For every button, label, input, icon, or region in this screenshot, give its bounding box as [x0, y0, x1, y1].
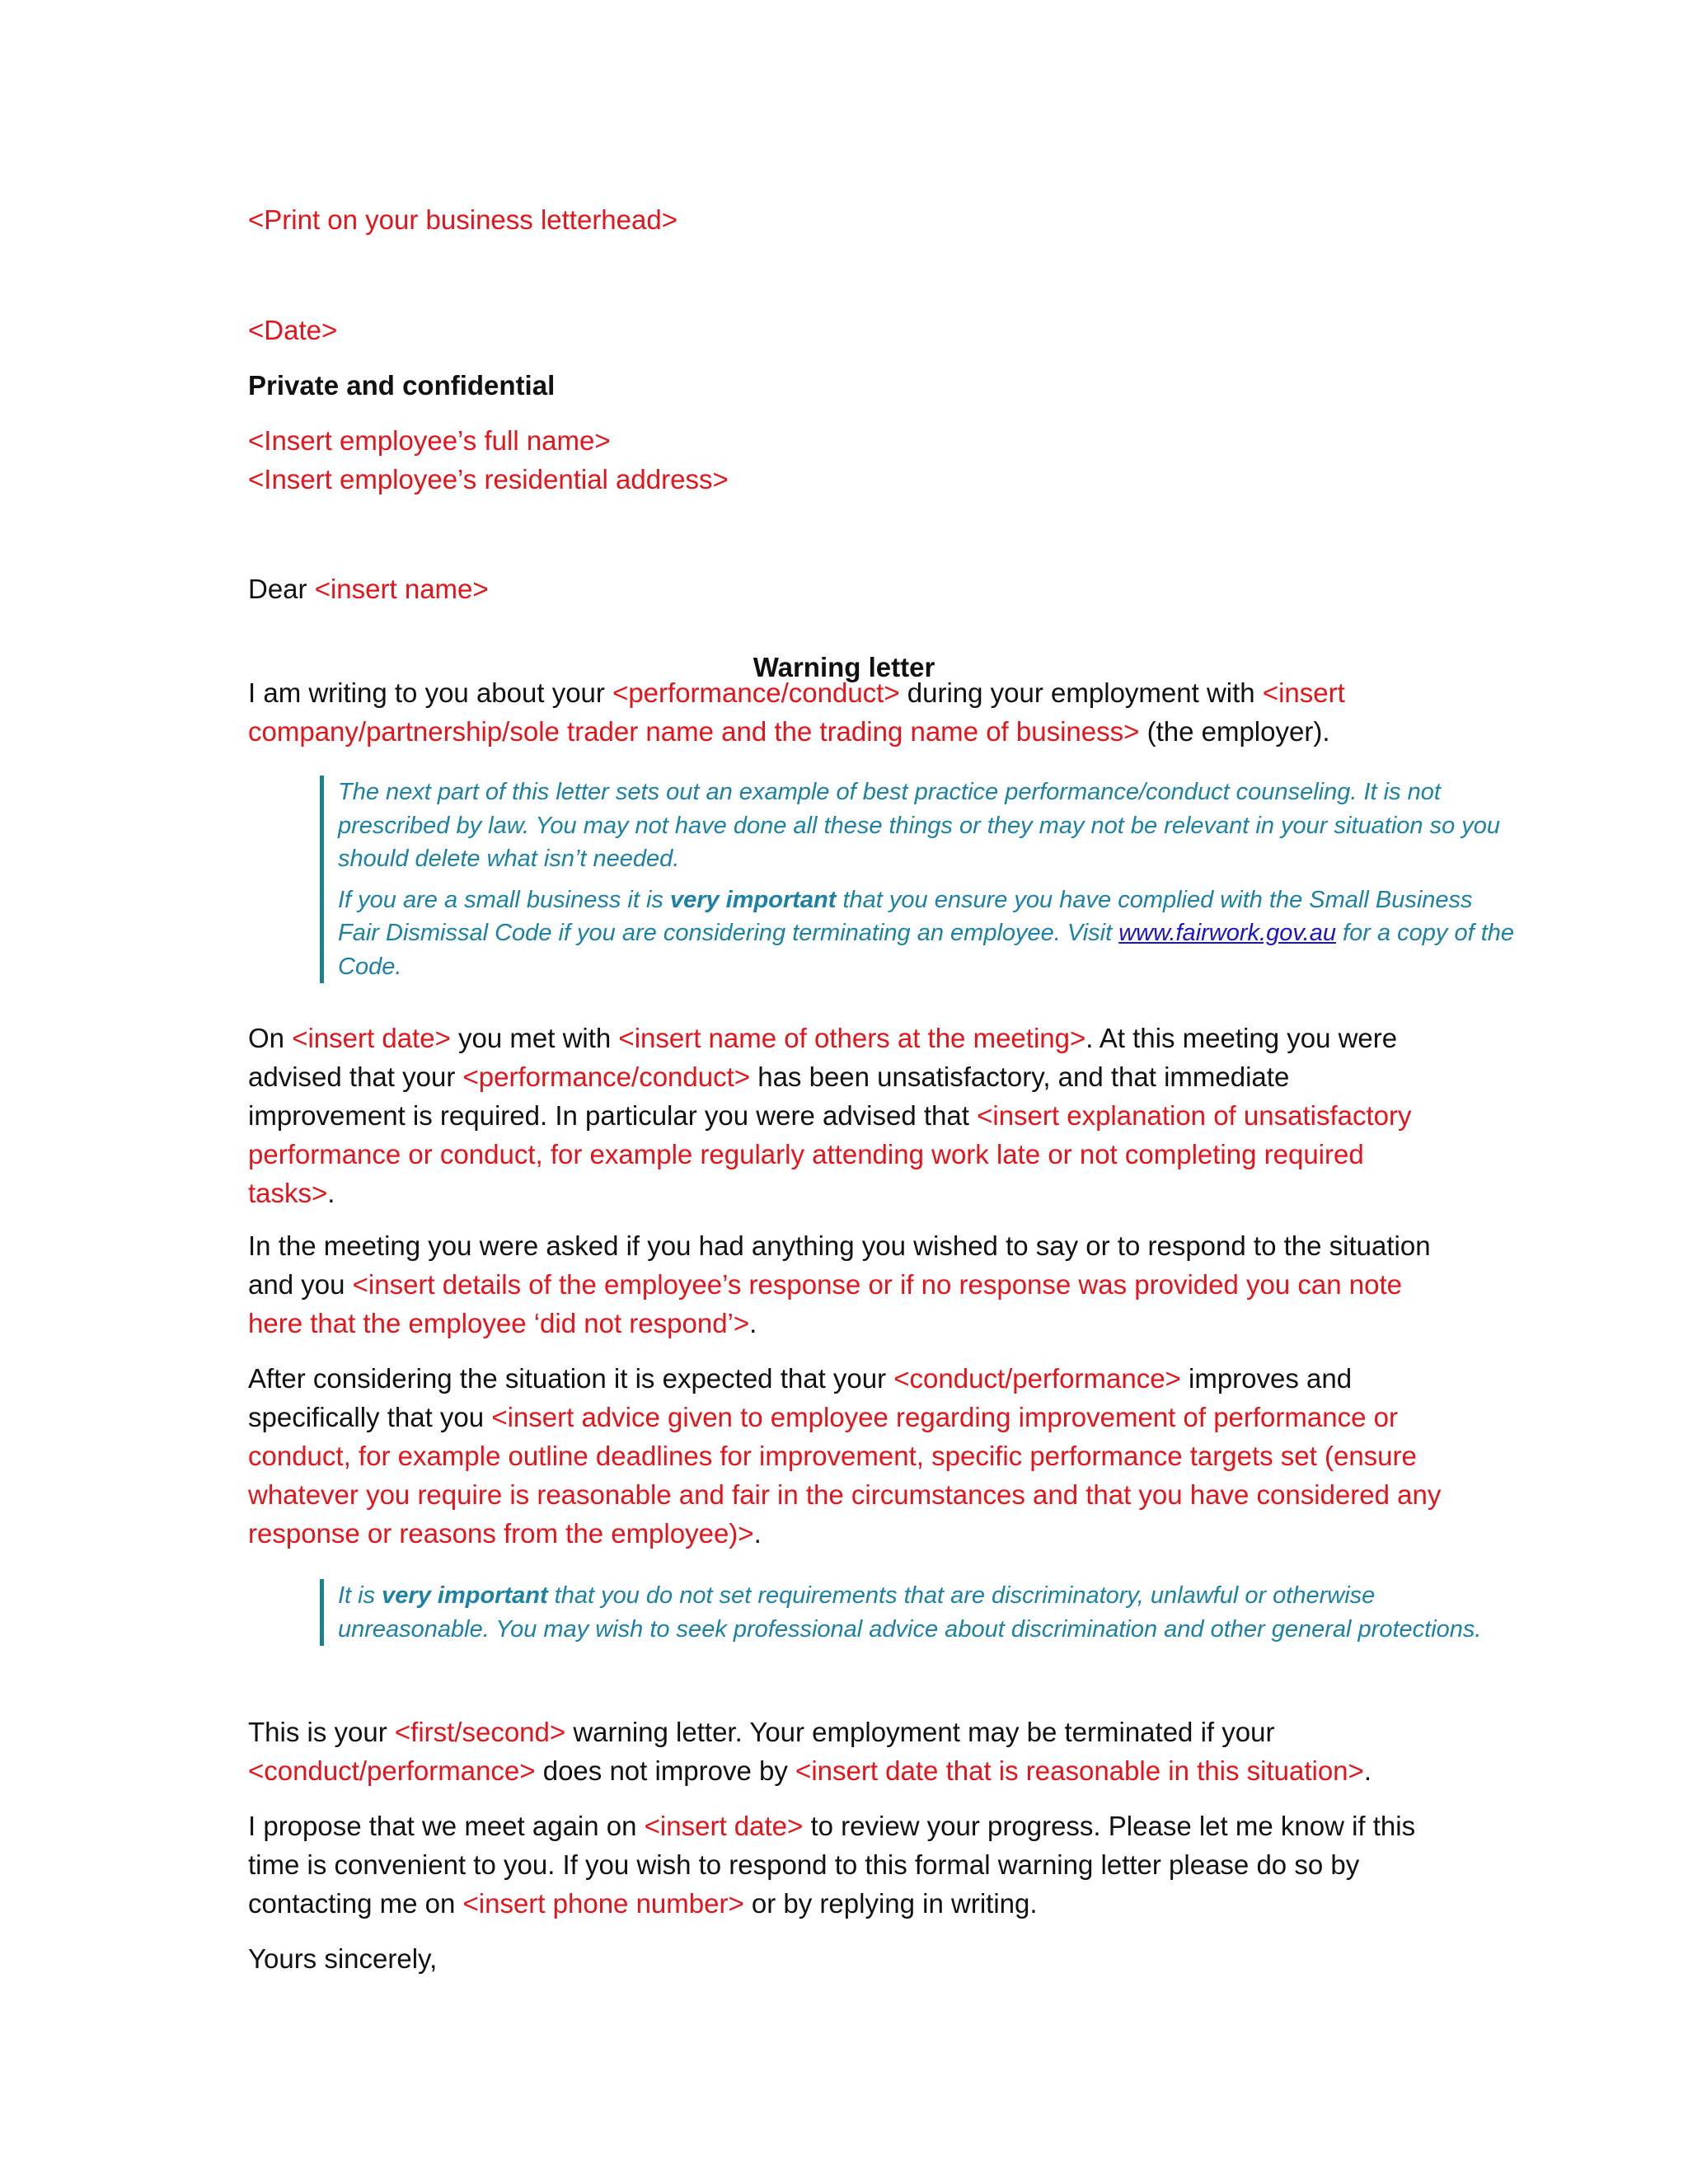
letterhead-placeholder: <Print on your business letterhead>: [248, 204, 678, 235]
text-run: does not improve by: [535, 1755, 796, 1786]
text-run: (the employer).: [1139, 716, 1330, 747]
placeholder-run: <first/second>: [394, 1717, 566, 1747]
guidance-note-discrimination: [320, 1579, 1517, 1646]
text-run: I propose that we meet again on: [248, 1811, 645, 1841]
paragraph-meeting: [248, 1019, 1451, 1212]
date-placeholder: <Date>: [248, 315, 338, 345]
paragraph-intro: [248, 673, 1451, 751]
closing: Yours sincerely,: [248, 1943, 438, 1974]
paragraph-expectations: [248, 1359, 1451, 1553]
confidential-heading: Private and confidential: [248, 370, 556, 401]
text-run: It is: [338, 1582, 382, 1609]
text-run: .: [749, 1308, 757, 1338]
text-run: .: [327, 1178, 335, 1208]
placeholder-run: <insert advice given to employee regarding improvement of performance or conduct, for example outline deadlines for improvement, specific performance targets set (ensure whatever you require is reasonable and fair in the circumstances and that you have considered any response or reasons from the employee)>: [248, 1402, 1442, 1549]
text-run: In the meeting you were asked if you had anything you wished to say or to respond to the situation and you: [248, 1230, 1431, 1300]
text-run: .: [753, 1518, 762, 1549]
placeholder-run: <insert date>: [644, 1811, 804, 1841]
paragraph-response: [248, 1226, 1451, 1343]
text-run: I am writing to you about your: [248, 677, 613, 708]
placeholder-run: <conduct/performance>: [248, 1755, 536, 1786]
text-run: This is your: [248, 1717, 395, 1747]
placeholder-run: <insert details of the employee’s response or if no response was provided you can note here that the employee ‘did not respond’>: [248, 1269, 1403, 1338]
paragraph-warning-status: [248, 1713, 1451, 1790]
text-run: .: [1363, 1755, 1372, 1786]
employee-address-placeholder: <Insert employee’s residential address>: [248, 464, 729, 494]
placeholder-run: <insert name of others at the meeting>: [618, 1023, 1086, 1053]
placeholder-run: <conduct/performance>: [893, 1363, 1181, 1394]
paragraph-follow-up: [248, 1807, 1451, 1923]
text-run: to review your progress. Please let me know if this time is convenient to you. If you wish to respond to this formal warning letter please do so by contacting me on: [248, 1811, 1416, 1919]
text-run: warning letter. Your employment may be terminated if your: [565, 1717, 1275, 1747]
placeholder-run: <performance/conduct>: [462, 1062, 751, 1092]
placeholder-run: <insert date>: [292, 1023, 451, 1053]
text-run: you met with: [450, 1023, 619, 1053]
text-run: that you do not set requirements that are discriminatory, unlawful or otherwise unreasonable. You may wish to seek professional advice about discrimination and other general protections.: [338, 1582, 1482, 1643]
text-run: After considering the situation it is expected that your: [248, 1363, 894, 1394]
text-run: or by replying in writing.: [743, 1888, 1038, 1919]
note-paragraph: The next part of this letter sets out an example of best practice performance/conduct counseling. It is not prescribed by law. You may not have done all these things or they may not be relevant in your situation so you should delete what isn’t needed.: [338, 779, 1501, 872]
text-run: that you ensure you have complied with the Small Business Fair Dismissal Code if you are considering terminating an employee. Visit: [338, 886, 1473, 946]
fairwork-link[interactable]: www.fairwork.gov.au: [1118, 920, 1336, 946]
salutation: [248, 569, 489, 608]
text-run: for a copy of the Code.: [338, 920, 1515, 980]
placeholder-run: <insert explanation of unsatisfactory performance or conduct, for example regularly attending work late or not completing required tasks>: [248, 1100, 1412, 1208]
placeholder-run: <insert date that is reasonable in this situation>: [795, 1755, 1364, 1786]
guidance-note-best-practice: [320, 776, 1517, 983]
text-run: If you are a small business it is: [338, 886, 670, 913]
salutation-dear: Dear: [248, 574, 315, 604]
text-run: during your employment with: [899, 677, 1263, 708]
placeholder-run: <insert phone number>: [462, 1888, 744, 1919]
salutation-name-placeholder: <insert name>: [314, 574, 489, 604]
employee-name-placeholder: <Insert employee’s full name>: [248, 425, 611, 456]
note-paragraph: [338, 1579, 1517, 1646]
placeholder-run: <insert company/partnership/sole trader name and the trading name of business>: [248, 677, 1345, 747]
text-run: has been unsatisfactory, and that immediate improvement is required. In particular you were advised that: [248, 1062, 1290, 1131]
emphasis-run: very important: [669, 886, 837, 913]
text-run: improves and specifically that you: [248, 1363, 1353, 1432]
text-run: . At this meeting you were advised that your: [248, 1023, 1398, 1092]
text-run: On: [248, 1023, 293, 1053]
emphasis-run: very important: [382, 1582, 548, 1609]
placeholder-run: <performance/conduct>: [612, 677, 900, 708]
letter-title: Warning letter: [753, 652, 935, 682]
note-paragraph: [338, 883, 1517, 984]
